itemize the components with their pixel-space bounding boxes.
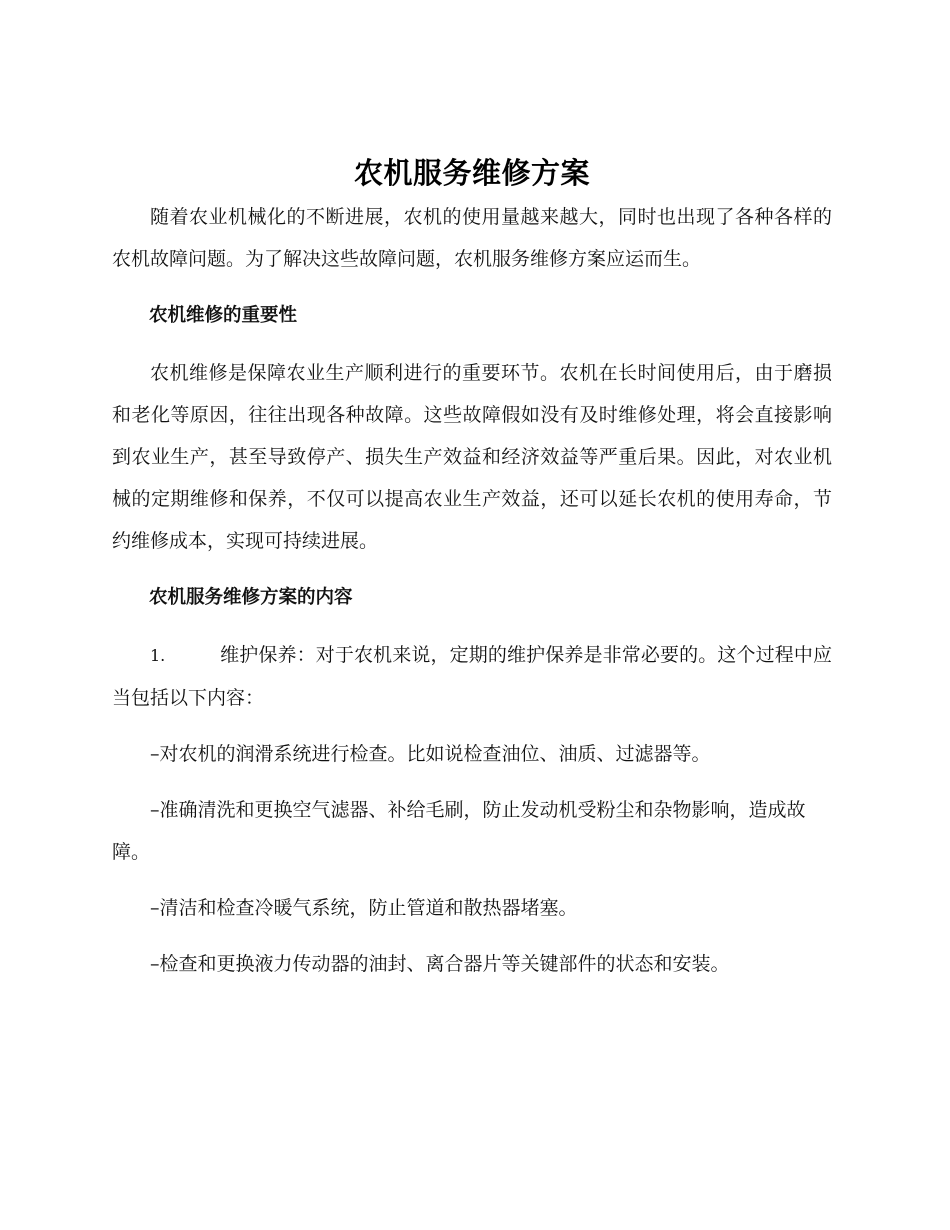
document-title: 农机服务维修方案: [353, 156, 590, 190]
bullet-item-transmission: –检查和更换液力传动器的油封、离合器片等关键部件的状态和安装。: [150, 953, 730, 975]
list-item-maintenance: [112, 634, 832, 719]
list-item-text: 维护保养：对于农机来说，定期的维护保养是非常必要的。这个过程中应当包括以下内容：: [112, 644, 832, 709]
section-heading-content: 农机服务维修方案的内容: [149, 587, 353, 608]
bullet-item-air-filter: –准确清洗和更换空气滤器、补给毛刷，防止发动机受粉尘和杂物影响，造成故障。: [112, 799, 806, 863]
importance-paragraph: 农机维修是保障农业生产顺利进行的重要环节。农机在长时间使用后，由于磨损和老化等原因，往往出现各种故障。这些故障假如没有及时维修处理，将会直接影响到农业生产，甚至导致停产、损失生产效益和经济效益等严重后果。因此，对农业机械的定期维修和保养，不仅可以提高农业生产效益，还可以延长农机的使用寿命，节约维修成本，实现可持续进展。: [112, 362, 832, 552]
document-body: [112, 150, 832, 985]
bullet-item-lubrication: –对农机的润滑系统进行检查。比如说检查油位、油质、过滤器等。: [150, 743, 711, 765]
intro-paragraph: 随着农业机械化的不断进展，农机的使用量越来越大，同时也出现了各种各样的农机故障问题。为了解决这些故障问题，农机服务维修方案应运而生。: [112, 206, 832, 270]
bullet-item-hvac: –清洁和检查冷暖气系统，防止管道和散热器堵塞。: [150, 897, 578, 919]
section-heading-importance: 农机维修的重要性: [149, 305, 298, 326]
list-number: 1.: [150, 646, 166, 665]
